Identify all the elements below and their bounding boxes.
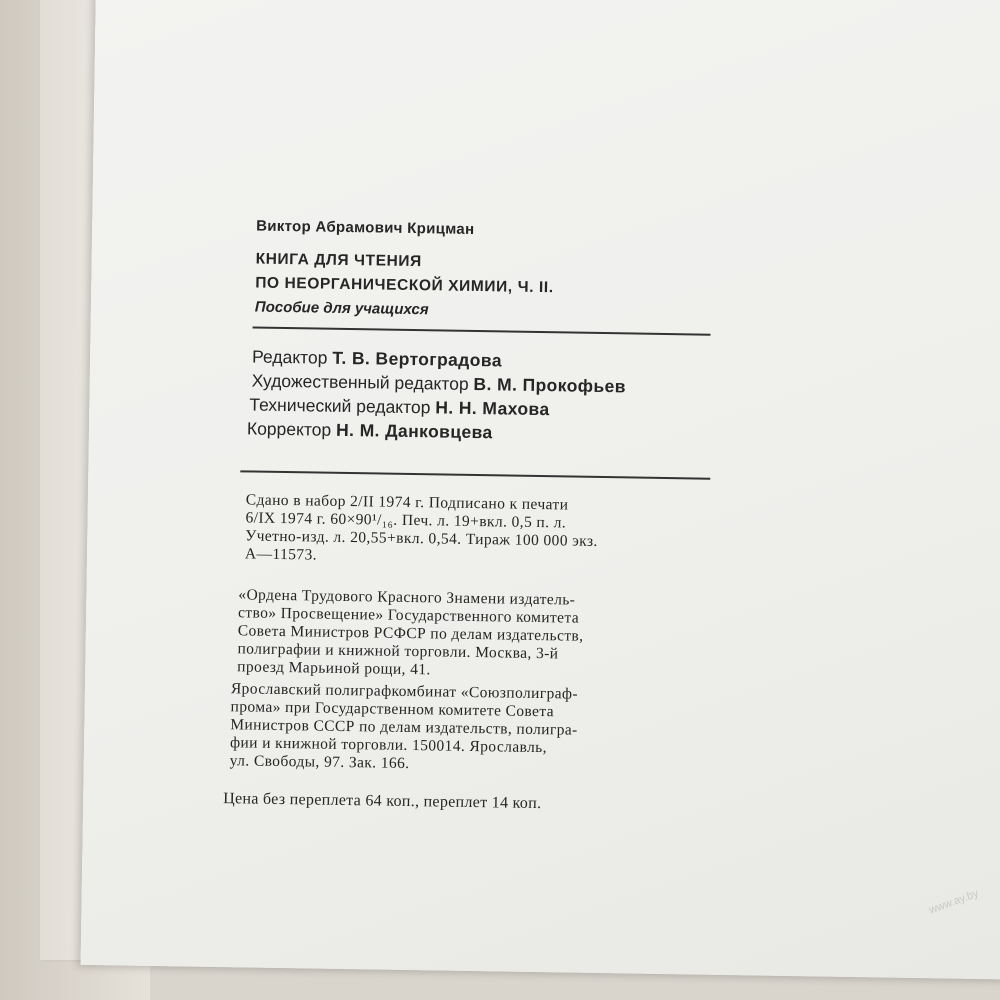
text-line: ство» Просвещение» Государственного комитета: [237, 604, 580, 627]
credit-proofreader: [247, 418, 493, 443]
text-line: Учетно-изд. л. 20,55+вкл. 0,54. Тираж 100 000 экз.: [245, 527, 598, 550]
book-title-line-1: КНИГА ДЛЯ ЧТЕНИЯ: [255, 250, 422, 271]
text-line: Совета Министров РСФСР по делам издательств,: [237, 622, 584, 645]
text-line: фии и книжной торговли. 150014. Ярославль,: [229, 734, 548, 757]
credit-technical-editor: [249, 394, 550, 420]
text-line: проезд Марьиной рощи, 41.: [237, 658, 431, 679]
price-line: Цена без переплета 64 коп., переплет 14 коп.: [223, 790, 542, 813]
text-line: полиграфии и книжной торговли. Москва, 3-й: [237, 640, 559, 663]
printing-details: [245, 491, 599, 569]
credit-person: Н. М. Данковцева: [335, 419, 493, 443]
text-line: Министров СССР по делам издательств, полигра-: [230, 716, 578, 739]
divider-top: [253, 327, 711, 336]
divider-bottom: [240, 470, 710, 479]
credit-person: Н. Н. Махова: [435, 397, 550, 420]
book-page: [81, 0, 1000, 980]
credit-editor: [252, 346, 502, 371]
credit-person: В. М. Прокофьев: [473, 373, 627, 397]
text-line: Ярославский полиграфкомбинат «Союзполиграф-: [230, 680, 579, 703]
credit-role: Художественный редактор: [251, 370, 469, 394]
book-subtitle: Пособие для учащихся: [254, 298, 429, 319]
credit-role: Редактор: [251, 346, 328, 368]
credit-art-editor: [252, 370, 627, 397]
text-line: Сдано в набор 2/II 1974 г. Подписано к печати: [245, 491, 569, 514]
text-line: 6/IX 1974 г. 60×90¹/₁₆. Печ. л. 19+вкл. 0,5 п. л.: [245, 509, 567, 532]
book-title-line-2: ПО НЕОРГАНИЧЕСКОЙ ХИМИИ, Ч. II.: [255, 274, 554, 297]
text-line: А—11573.: [244, 545, 318, 564]
printer-info: [230, 680, 579, 775]
credit-role: Корректор: [246, 418, 332, 440]
author-name: Виктор Абрамович Крицман: [256, 217, 475, 238]
watermark: www.ay.by: [927, 887, 981, 917]
credit-role: Технический редактор: [249, 394, 431, 418]
text-line: прома» при Государственном комитете Совета: [230, 698, 555, 721]
text-line: ул. Свободы, 97. Зак. 166.: [229, 752, 410, 773]
text-line: «Ордена Трудового Красного Знамени издатель-: [238, 586, 576, 609]
publisher-info: [237, 586, 584, 681]
credit-person: Т. В. Вертоградова: [332, 347, 503, 371]
